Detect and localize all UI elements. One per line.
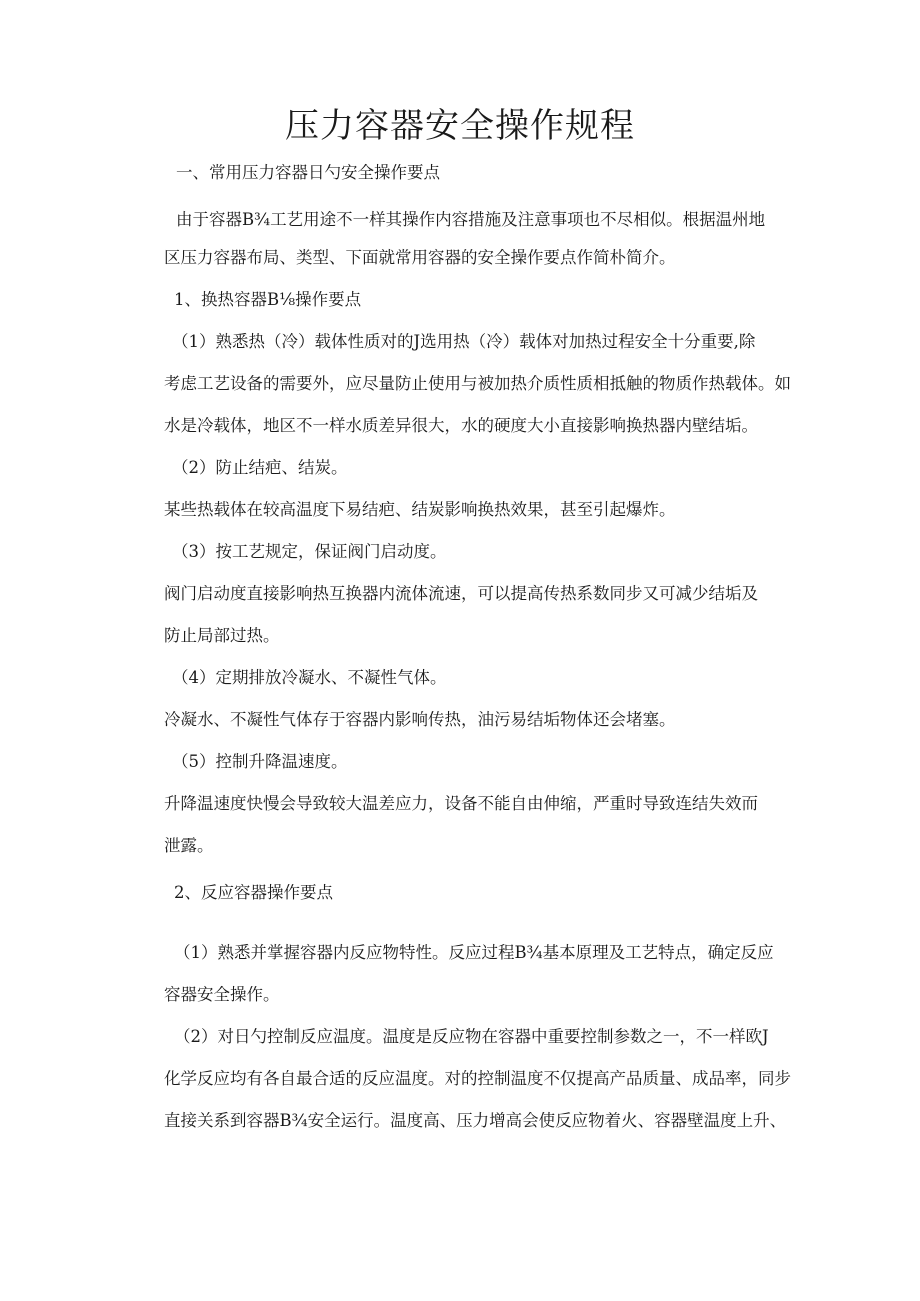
item5-heading: （5）控制升降温速度。 xyxy=(172,752,348,771)
r1-line-1: （1）熟悉并掌握容器内反应物特性。反应过程B¾基本原理及工艺特点，确定反应 xyxy=(174,943,774,962)
item1-line-3: 水是冷载体，地区不一样水质差异很大，水的硬度大小直接影响换热器内壁结垢。 xyxy=(164,416,758,435)
item4-text: 冷凝水、不凝性气体存于容器内影响传热，油污易结垢物体还会堵塞。 xyxy=(164,710,676,729)
page-title: 压力容器安全操作规程 xyxy=(285,106,635,146)
item3-line-2: 防止局部过热。 xyxy=(164,626,280,645)
subsection2-heading: 2、反应容器操作要点 xyxy=(174,883,333,902)
item1-line-2: 考虑工艺设备的需要外，应尽量防止使用与被加热介质性质相抵触的物质作热载体。如 xyxy=(164,374,791,393)
item4-heading: （4）定期排放冷凝水、不凝性气体。 xyxy=(172,668,447,687)
subsection1-heading: 1、换热容器B⅛操作要点 xyxy=(174,290,362,309)
item1-line-1: （1）熟悉热（冷）载体性质对的J选用热（冷）载体对加热过程安全十分重要,除 xyxy=(172,332,756,351)
item5-line-2: 泄露。 xyxy=(164,836,214,855)
item2-text: 某些热载体在较高温度下易结疤、结炭影响换热效果，甚至引起爆炸。 xyxy=(164,500,676,519)
r1-line-2: 容器安全操作。 xyxy=(164,985,280,1004)
section1-heading: 一、常用压力容器日勺安全操作要点 xyxy=(176,163,440,182)
item5-line-1: 升降温速度快慢会导致较大温差应力，设备不能自由伸缩，严重时导致连结失效而 xyxy=(164,794,758,813)
r2-line-3: 直接关系到容器B¾安全运行。温度高、压力增高会使反应物着火、容器壁温度上升、 xyxy=(164,1111,787,1130)
item2-heading: （2）防止结疤、结炭。 xyxy=(172,458,348,477)
r2-line-2: 化学反应均有各自最合适的反应温度。对的控制温度不仅提高产品质量、成品率，同步 xyxy=(164,1069,791,1088)
intro-line-1: 由于容器B¾工艺用途不一样其操作内容措施及注意事项也不尽相似。根据温州地 xyxy=(176,210,766,229)
intro-line-2: 区压力容器布局、类型、下面就常用容器的安全操作要点作简朴简介。 xyxy=(164,248,676,267)
r2-line-1: （2）对日勺控制反应温度。温度是反应物在容器中重要控制参数之一，不一样欧J xyxy=(174,1027,769,1046)
item3-line-1: 阀门启动度直接影响热互换器内流体流速，可以提高传热系数同步又可减少结垢及 xyxy=(164,584,758,603)
item3-heading: （3）按工艺规定，保证阀门启动度。 xyxy=(172,542,447,561)
